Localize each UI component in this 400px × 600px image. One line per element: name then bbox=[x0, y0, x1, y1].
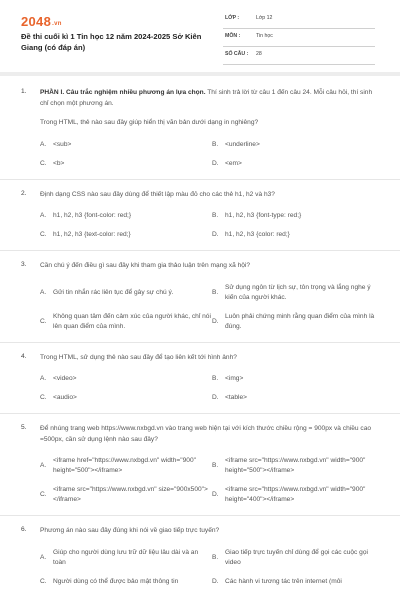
question-text bbox=[40, 88, 382, 109]
option-text: h1, h2, h3 {text-color: red;} bbox=[53, 231, 131, 238]
option-text: <iframe src="https://www.nxbgd.vn" size="900x500"></iframe> bbox=[53, 486, 208, 503]
option-letter: D. bbox=[212, 491, 219, 498]
option-text: <iframe href="https://www.nxbgd.vn" width="900" height="500"></iframe> bbox=[53, 457, 196, 474]
answer-option[interactable] bbox=[40, 485, 212, 505]
answer-option[interactable] bbox=[212, 283, 382, 303]
answer-option[interactable] bbox=[212, 577, 382, 587]
question-prompt: Trong HTML, thẻ nào sau đây giúp hiển thị văn bản dưới dạng in nghiêng? bbox=[40, 119, 259, 126]
question bbox=[0, 353, 400, 414]
option-letter: B. bbox=[212, 375, 219, 382]
option-letter: C. bbox=[40, 231, 47, 238]
info-value: Lớp 12 bbox=[256, 15, 273, 21]
option-text: <table> bbox=[225, 394, 247, 401]
question bbox=[0, 424, 400, 515]
question-body: Cần chú ý đến điều gì sau đây khi tham gia thảo luận trên mạng xã hội? bbox=[40, 262, 251, 269]
option-text: <img> bbox=[225, 375, 244, 382]
option-text: Gửi tin nhắn rác liên tục để gây sự chú ý. bbox=[53, 288, 174, 296]
option-letter: D. bbox=[212, 317, 219, 325]
answer-option[interactable] bbox=[40, 312, 212, 332]
option-letter: A. bbox=[40, 553, 47, 561]
answer-option[interactable] bbox=[40, 159, 212, 169]
header-divider bbox=[0, 72, 400, 76]
question-number: 5. bbox=[21, 424, 27, 431]
exam-info-box bbox=[223, 13, 375, 67]
answer-options bbox=[40, 548, 382, 587]
option-letter: A. bbox=[40, 462, 47, 469]
logo-text: 2048 bbox=[21, 14, 52, 29]
question-number: 2. bbox=[21, 189, 27, 197]
question bbox=[0, 190, 400, 251]
answer-options bbox=[40, 456, 382, 505]
answer-option[interactable] bbox=[40, 548, 212, 568]
answer-options bbox=[40, 374, 382, 403]
document-header bbox=[0, 0, 400, 66]
info-row bbox=[223, 31, 375, 47]
answer-option[interactable] bbox=[40, 288, 212, 298]
question-separator bbox=[0, 515, 400, 516]
section-heading: PHẦN I. Câu trắc nghiệm nhiều phương án lựa chọn. bbox=[40, 89, 206, 96]
option-text: <sub> bbox=[53, 140, 72, 148]
question-separator bbox=[0, 250, 400, 251]
option-letter: C. bbox=[40, 159, 47, 167]
question-text bbox=[40, 190, 382, 201]
option-text: h1, h2, h3 {font-color: red;} bbox=[53, 212, 132, 219]
site-logo[interactable] bbox=[21, 14, 62, 29]
question-body: Phương án nào sau đây đúng khi nói về giao tiếp trực tuyến? bbox=[40, 527, 220, 534]
question-number: 4. bbox=[21, 352, 27, 360]
option-text: Người dùng có thể được bảo mật thông tin bbox=[53, 577, 179, 585]
question-text bbox=[40, 261, 382, 272]
answer-option[interactable] bbox=[40, 456, 212, 476]
option-letter: A. bbox=[40, 288, 47, 296]
option-letter: B. bbox=[212, 553, 219, 561]
answer-option[interactable] bbox=[40, 577, 212, 587]
info-label: SỐ CÂU : bbox=[225, 51, 249, 57]
option-text: <em> bbox=[225, 159, 242, 167]
option-letter: A. bbox=[40, 140, 47, 148]
option-letter: C. bbox=[40, 317, 47, 325]
option-letter: C. bbox=[40, 394, 47, 401]
answer-option[interactable] bbox=[40, 211, 212, 221]
document-title: Đề thi cuối kì 1 Tin học 12 năm 2024-2025 Sở Kiên Giang (có đáp án) bbox=[21, 32, 202, 52]
question bbox=[0, 88, 400, 179]
answer-option[interactable] bbox=[212, 230, 382, 240]
option-text: h1, h2, h3 {font-type: red;} bbox=[225, 212, 302, 219]
question-list bbox=[0, 88, 400, 597]
option-text: <video> bbox=[53, 375, 77, 382]
option-letter: D. bbox=[212, 159, 219, 167]
option-letter: C. bbox=[40, 577, 47, 585]
option-letter: C. bbox=[40, 491, 47, 498]
answer-option[interactable] bbox=[212, 159, 382, 169]
option-letter: A. bbox=[40, 375, 47, 382]
answer-option[interactable] bbox=[212, 140, 382, 150]
question-body: Trong HTML, sử dụng thẻ nào sau đây để tạo liên kết tới hình ảnh? bbox=[40, 353, 237, 361]
question-text bbox=[40, 526, 382, 537]
answer-option[interactable] bbox=[40, 374, 212, 384]
question-body: Định dạng CSS nào sau đây dùng để thiết lập màu đỏ cho các thẻ h1, h2 và h3? bbox=[40, 190, 275, 198]
answer-option[interactable] bbox=[40, 230, 212, 240]
option-text: Giao tiếp trực tuyến chỉ dùng để gọi các cuộc gọi video bbox=[225, 548, 368, 566]
option-text: Luôn phải chứng minh rằng quan điểm của mình là đúng. bbox=[225, 312, 375, 330]
option-text: Các hành vi tương tác trên internet (môi bbox=[225, 577, 342, 585]
option-text: h1, h2, h3 {color: red;} bbox=[225, 231, 290, 238]
question-text bbox=[40, 353, 382, 364]
logo-suffix: .vn bbox=[52, 21, 62, 27]
question-body: Để nhúng trang web https://www.nxbgd.vn vào trang web hiện tại với kích thước chiều rộng = 900px và chiều cao =500px, cần sử dụng lệnh nào sau đây? bbox=[40, 425, 372, 443]
info-value: 28 bbox=[256, 51, 262, 57]
answer-option[interactable] bbox=[212, 548, 382, 568]
option-text: Giúp cho người dùng lưu trữ dữ liệu lâu dài và an toàn bbox=[53, 548, 199, 566]
option-text: Không quan tâm đến cảm xúc của người khác, chỉ nói lên quan điểm của mình. bbox=[53, 312, 211, 330]
option-letter: B. bbox=[212, 288, 219, 296]
answer-options bbox=[40, 211, 382, 240]
option-letter: B. bbox=[212, 140, 219, 148]
answer-option[interactable] bbox=[40, 140, 212, 150]
answer-option[interactable] bbox=[212, 485, 382, 505]
option-letter: D. bbox=[212, 231, 219, 238]
answer-option[interactable] bbox=[40, 393, 212, 403]
question-separator bbox=[0, 179, 400, 180]
question bbox=[0, 526, 400, 597]
option-letter: B. bbox=[212, 212, 219, 219]
option-letter: B. bbox=[212, 462, 219, 469]
option-text: <iframe src="https://www.nxbgd.vn" width="900" height="500"></iframe> bbox=[225, 457, 366, 474]
answer-option[interactable] bbox=[212, 211, 382, 221]
question-number: 3. bbox=[21, 261, 27, 268]
option-text: Sử dụng ngôn từ lịch sự, tôn trọng và lắng nghe ý kiến của người khác. bbox=[225, 283, 371, 301]
option-letter: A. bbox=[40, 212, 47, 219]
answer-option[interactable] bbox=[212, 312, 382, 332]
question-body: Thí sinh trả lời từ câu 1 đến câu 24. Mỗi câu hỏi, thí sinh chỉ chọn một phương án. bbox=[40, 89, 373, 107]
question bbox=[0, 261, 400, 342]
answer-option[interactable] bbox=[212, 393, 382, 403]
answer-options bbox=[40, 140, 382, 169]
info-label: LỚP : bbox=[225, 15, 240, 21]
option-letter: D. bbox=[212, 394, 219, 401]
info-value: Tin học bbox=[256, 33, 273, 39]
option-text: <b> bbox=[53, 159, 65, 167]
info-row bbox=[223, 13, 375, 29]
question-number: 6. bbox=[21, 526, 27, 533]
option-text: <audio> bbox=[53, 394, 77, 401]
option-text: <iframe src="https://www.nxbgd.vn" width="900" height="400"></iframe> bbox=[225, 486, 366, 503]
option-text: <underline> bbox=[225, 140, 260, 148]
info-row bbox=[223, 49, 375, 65]
answer-option[interactable] bbox=[212, 456, 382, 476]
answer-option[interactable] bbox=[212, 374, 382, 384]
option-letter: D. bbox=[212, 577, 219, 585]
question-number: 1. bbox=[21, 88, 27, 95]
question-separator bbox=[0, 342, 400, 343]
info-label: MÔN : bbox=[225, 33, 241, 39]
answer-options bbox=[40, 283, 382, 332]
question-text bbox=[40, 424, 382, 445]
question-separator bbox=[0, 413, 400, 414]
